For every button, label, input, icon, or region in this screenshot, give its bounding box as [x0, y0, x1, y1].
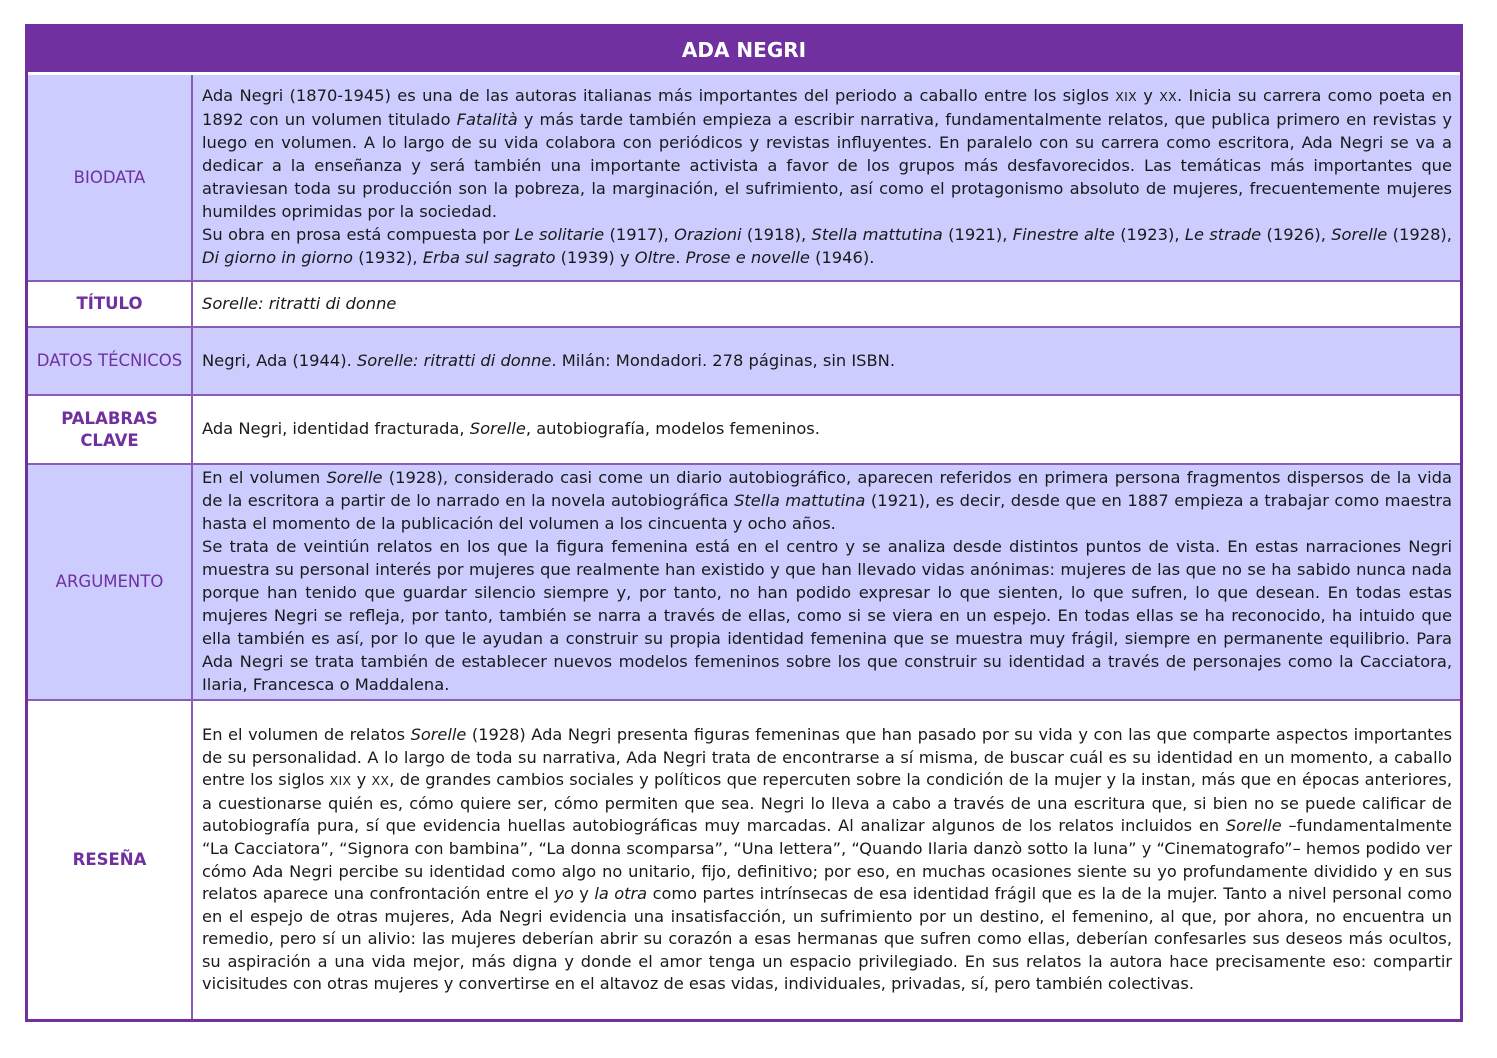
work-title: Prose e novelle [685, 247, 810, 267]
text: (1918), [741, 224, 812, 244]
text: (1926), [1261, 224, 1332, 244]
century-xx: XX [371, 773, 390, 789]
text: (1932), [353, 247, 423, 267]
label-titulo: TÍTULO [28, 282, 193, 326]
text: Ada Negri (1870-1945) es una de las autoras italianas más importantes del periodo a caballo entre los siglos [202, 86, 1116, 106]
century-xix: XIX [329, 773, 352, 789]
work-title: Stella mattutina [734, 491, 866, 511]
table-title: ADA NEGRI [28, 27, 1460, 75]
argumento-paragraph-2: Se trata de veintiún relatos en los que la figura femenina está en el centro y se analiza desde distintos puntos de vista. En estas narraciones Negri muestra su personal interés por mujeres que realmente han existido y que han llevado vidas anónimas: mujeres de las que no se ha sabido nunca nada porque han tenido que guardar silencio siempre y, por tanto, no han podido expresar lo que sienten, lo que sufren, lo que desean. En todas estas mujeres Negri se refleja, por tanto, también se narra a través de ellas, como si se viera en un espejo. En todas ellas se ha reconocido, ha intuido que ella también es así, por lo que le ayudan a construir su propia identidad femenina que se muestra muy frágil, siempre en permanente equilibrio. Para Ada Negri se trata también de establecer nuevos modelos femeninos sobre los que construir su identidad a través de personajes como la Cacciatora, Ilaria, Francesca o Maddalena. [202, 537, 1452, 694]
row-resena [28, 699, 1460, 1019]
text: Su obra en prosa está compuesta por [202, 224, 515, 244]
text: Negri, Ada (1944). [202, 350, 357, 370]
text: (1946). [809, 247, 875, 267]
work-title: Le solitarie [514, 224, 605, 244]
row-biodata [28, 75, 1460, 280]
work-title: Le strade [1184, 224, 1262, 244]
work-title: Sorelle [1225, 816, 1282, 836]
work-title: Oltre [634, 247, 676, 267]
text: (1928), [1387, 224, 1452, 244]
content-palabras-clave [193, 396, 1460, 463]
text: y [1137, 86, 1160, 106]
work-title: Orazioni [674, 224, 742, 244]
label-datos-tecnicos: DATOS TÉCNICOS [28, 328, 193, 394]
text: , autobiografía, modelos femeninos. [525, 419, 820, 439]
content-biodata [193, 75, 1460, 280]
content-titulo [193, 282, 1460, 326]
emphasis: la otra [594, 884, 648, 904]
century-xx: XX [1159, 89, 1177, 105]
century-xix: XIX [1115, 89, 1137, 105]
book-title: Sorelle: ritratti di donne [356, 350, 552, 370]
row-palabras-clave [28, 394, 1460, 463]
emphasis: yo [554, 884, 574, 904]
book-title: Sorelle: ritratti di donne [202, 293, 397, 313]
work-title: Di giorno in giorno [202, 247, 354, 267]
row-argumento [28, 463, 1460, 699]
row-datos-tecnicos [28, 326, 1460, 394]
label-palabras-clave: PALABRAS CLAVE [28, 396, 193, 463]
text: y [573, 884, 595, 904]
text: En el volumen de relatos [202, 724, 411, 744]
text: (1917), [604, 224, 675, 244]
text: (1939) y [555, 247, 635, 267]
biodata-paragraph-2 [202, 224, 1452, 270]
text: . Inicia su carrera como poeta en 1892 con un volumen titulado [202, 86, 1452, 130]
text: En el volumen [202, 468, 327, 488]
text: –fundamentalmente “La Cacciatora”, “Signora con bambina”, “La donna scomparsa”, “Una lettera”, “Quando Ilaria danzò sotto la luna” y “Cinematografo”– hemos podido ver cómo Ada Negri percibe su identidad como algo no unitario, fijo, definitivo; por eso, en muchas ocasiones siente su yo profundamente dividido y en sus relatos aparece una confrontación entre el [202, 816, 1452, 904]
text: (1928) Ada Negri presenta figuras femeninas que han pasado por su vida y con las que comparte aspectos importantes de su personalidad. A lo largo de toda su narrativa, Ada Negri trata de encontrarse a sí misma, de buscar cuál es su identidad en un momento, a caballo entre los siglos [202, 724, 1453, 790]
label-resena: RESEÑA [28, 701, 193, 1019]
work-title: Finestre alte [1012, 224, 1115, 244]
label-argumento: ARGUMENTO [28, 465, 193, 699]
text: (1921), es decir, desde que en 1887 empieza a trabajar como maestra hasta el momento de la publicación del volumen a los cincuenta y ocho años. [202, 491, 1453, 534]
content-argumento [193, 465, 1460, 699]
text: y más tarde también empieza a escribir narrativa, fundamentalmente relatos, que publica primero en revistas y luego en volumen. A lo largo de su vida colabora con periódicos y revistas influyentes. En paralelo con su carrera como escritora, Ada Negri se va a dedicar a la enseñanza y será también una importante activista a favor de los grupos más desfavorecidos. Las temáticas más importantes que atraviesan toda su producción son la pobreza, la marginación, el sufrimiento, así como el protagonismo absoluto de mujeres, frecuentemente mujeres humildes oprimidas por la sociedad. [202, 110, 1452, 221]
text: . Milán: Mondadori. 278 páginas, sin ISBN. [551, 350, 896, 370]
text: (1928), considerado casi come un diario autobiográfico, aparecen referidos en primera persona fragmentos dispersos de la vida de la escritora a partir de lo narrado en la novela autobiográfica [202, 468, 1452, 511]
work-title: Sorelle [410, 724, 467, 744]
text: . [675, 247, 686, 267]
work-title: Fatalità [456, 110, 518, 130]
text: como partes intrínsecas de esa identidad frágil que es la de la mujer. Tanto a nivel personal como en el espejo de otras mujeres, Ada Negri evidencia una insatisfacción, un sufrimiento por un destino, el femenino, al que, por ahora, no encuentra un remedio, pero sí un alivio: las mujeres deberían abrir su corazón a esas hermanas que sufren como ellas, deberían confesarles sus deseos más ocultos, su aspiración a una vida mejor, más digna y donde el amor tenga un espacio privilegiado. En sus relatos la autora hace precisamente eso: compartir vicisitudes con otras mujeres y convertirse en el altavoz de esas vidas, individuales, privadas, sí, pero también colectivas. [202, 884, 1452, 994]
content-datos-tecnicos [193, 328, 1460, 394]
text: , de grandes cambios sociales y políticos que repercuten sobre la condición de la mujer y la instan, más que en épocas anteriores, a cuestionarse quién es, cómo quiere ser, cómo permiten que sea. Negri lo lleva a cabo a través de una escritura que, si bien no se puede calificar de autobiografía pura, sí que evidencia huellas autobiográficas muy marcadas. Al analizar algunos de los relatos incluidos en [202, 770, 1453, 836]
text: y [351, 770, 372, 790]
work-title: Sorelle [1331, 224, 1388, 244]
content-resena [193, 701, 1460, 1019]
work-title: Sorelle [326, 468, 383, 488]
biodata-paragraph-1 [202, 85, 1452, 223]
text: (1923), [1114, 224, 1185, 244]
work-title: Erba sul sagrato [422, 247, 556, 267]
text: (1921), [942, 224, 1013, 244]
book-title: Sorelle [469, 419, 526, 439]
label-biodata: BIODATA [28, 75, 193, 280]
argumento-paragraph-1 [202, 467, 1452, 536]
text: Ada Negri, identidad fracturada, [202, 419, 470, 439]
work-title: Stella mattutina [811, 224, 943, 244]
book-review-table [25, 24, 1463, 1022]
row-titulo [28, 280, 1460, 326]
